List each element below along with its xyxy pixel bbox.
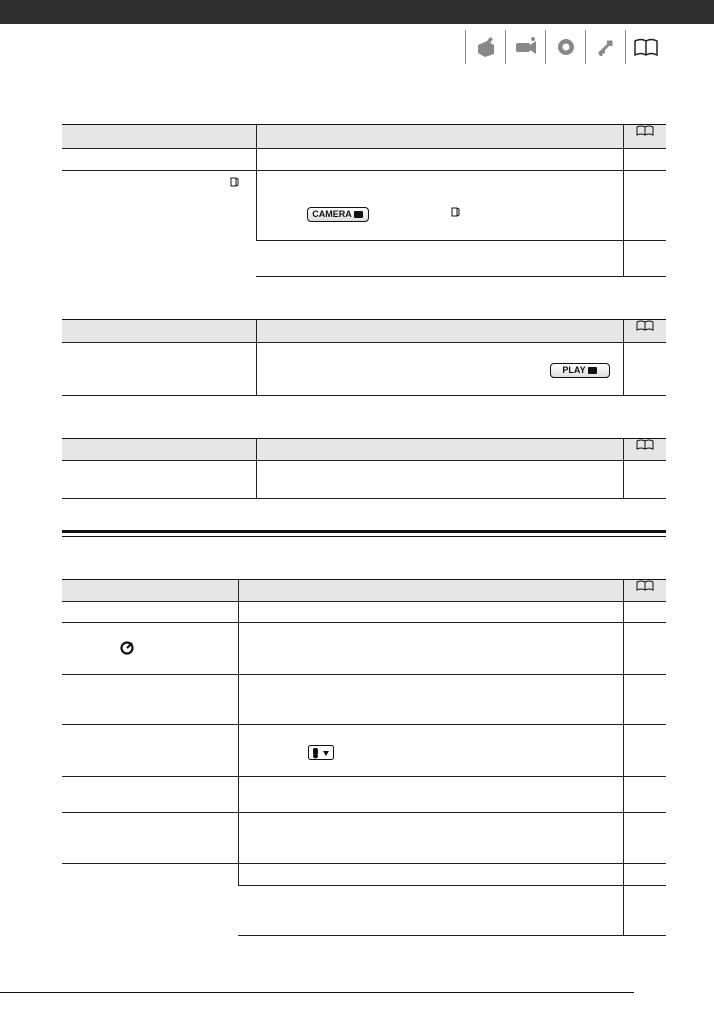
- header-bar: [0, 0, 714, 24]
- table-header-row: [62, 125, 666, 149]
- table-row: [62, 343, 666, 396]
- photo-icon: [553, 36, 579, 58]
- settings-table-2: [62, 319, 666, 396]
- table-cell: [623, 725, 666, 777]
- table-row: [62, 149, 666, 171]
- table-cell: [62, 623, 238, 675]
- table-header-row: [62, 580, 666, 602]
- table-cell: [62, 149, 256, 171]
- table-cell: [62, 813, 238, 864]
- play-photo-mode-badge: [550, 363, 610, 378]
- table-cell: [238, 602, 623, 623]
- table-cell: [623, 241, 666, 277]
- table-cell: [62, 602, 238, 623]
- table-row: [62, 813, 666, 864]
- table-cell: [238, 864, 623, 886]
- table-cell: [238, 886, 623, 936]
- header-cell-ref: [623, 125, 666, 149]
- book-ref-icon: [636, 580, 654, 591]
- video-icon: [513, 36, 539, 58]
- table-cell: [238, 777, 623, 813]
- table-cell: [256, 241, 623, 277]
- camera-photo-badge-label: CAMERA: [312, 209, 352, 219]
- table-cell: [623, 813, 666, 864]
- table-cell: [623, 675, 666, 725]
- page-ref-icon: [230, 177, 239, 187]
- header-cell-description: [256, 439, 623, 461]
- footer-rule: [0, 992, 634, 993]
- table-cell: [623, 623, 666, 675]
- table-row: [62, 725, 666, 777]
- table-cell: [623, 343, 666, 396]
- camera-icon: [588, 367, 597, 374]
- table-cell: [62, 171, 256, 277]
- table-cell: [256, 343, 623, 396]
- header-cell-description: [256, 320, 623, 343]
- table-cell: [238, 813, 623, 864]
- additional-info-tab[interactable]: [625, 30, 665, 64]
- introduction-tab[interactable]: [465, 30, 505, 64]
- table-cell: [256, 171, 623, 241]
- table-header-row: [62, 439, 666, 461]
- header-cell-ref: [623, 580, 666, 602]
- header-cell-item: [62, 580, 238, 602]
- refresh-circle-icon: [120, 641, 134, 655]
- page-ref-icon: [451, 207, 460, 217]
- table-cell: [62, 777, 238, 813]
- table-row: [62, 675, 666, 725]
- table-cell: [623, 602, 666, 623]
- book-ref-icon: [636, 320, 654, 331]
- table-cell: [62, 675, 238, 725]
- play-photo-badge-label: PLAY: [562, 365, 586, 375]
- table-cell: [62, 461, 256, 499]
- table-cell: [256, 149, 623, 171]
- temperature-warning-icon: [308, 745, 334, 760]
- section-divider: [62, 530, 666, 533]
- header-cell-ref: [623, 439, 666, 461]
- table-cell: [62, 864, 238, 936]
- table-row: [62, 777, 666, 813]
- connect-icon: [593, 36, 619, 58]
- settings-table-4: [62, 579, 666, 936]
- book-ref-icon: [636, 439, 654, 450]
- table-cell: [238, 725, 623, 777]
- table-cell: [623, 171, 666, 241]
- table-row: [62, 171, 666, 241]
- table-cell: [238, 623, 623, 675]
- table-cell: [62, 725, 238, 777]
- book-icon: [633, 36, 659, 58]
- header-cell-item: [62, 125, 256, 149]
- book-ref-icon: [636, 125, 654, 136]
- table-header-row: [62, 320, 666, 343]
- table-cell: [62, 343, 256, 396]
- settings-table-3: [62, 438, 666, 499]
- header-cell-description: [238, 580, 623, 602]
- table-cell: [238, 675, 623, 725]
- section-divider-thin: [62, 536, 666, 537]
- table-row: [62, 864, 666, 886]
- photos-tab[interactable]: [545, 30, 585, 64]
- table-row: [62, 602, 666, 623]
- table-cell: [623, 864, 666, 886]
- table-cell: [623, 886, 666, 936]
- camera-icon: [354, 211, 363, 218]
- table-row: [62, 461, 666, 499]
- table-row: [62, 623, 666, 675]
- table-cell: [623, 149, 666, 171]
- external-connections-tab[interactable]: [585, 30, 625, 64]
- settings-table-1: [62, 124, 666, 277]
- table-cell: [256, 461, 623, 499]
- header-cell-ref: [623, 320, 666, 343]
- header-cell-item: [62, 439, 256, 461]
- section-nav: [465, 30, 665, 64]
- header-cell-description: [256, 125, 623, 149]
- header-cell-item: [62, 320, 256, 343]
- table-cell: [623, 777, 666, 813]
- intro-icon: [473, 36, 499, 58]
- camera-photo-mode-badge: [307, 207, 369, 222]
- movies-tab[interactable]: [505, 30, 545, 64]
- table-cell: [623, 461, 666, 499]
